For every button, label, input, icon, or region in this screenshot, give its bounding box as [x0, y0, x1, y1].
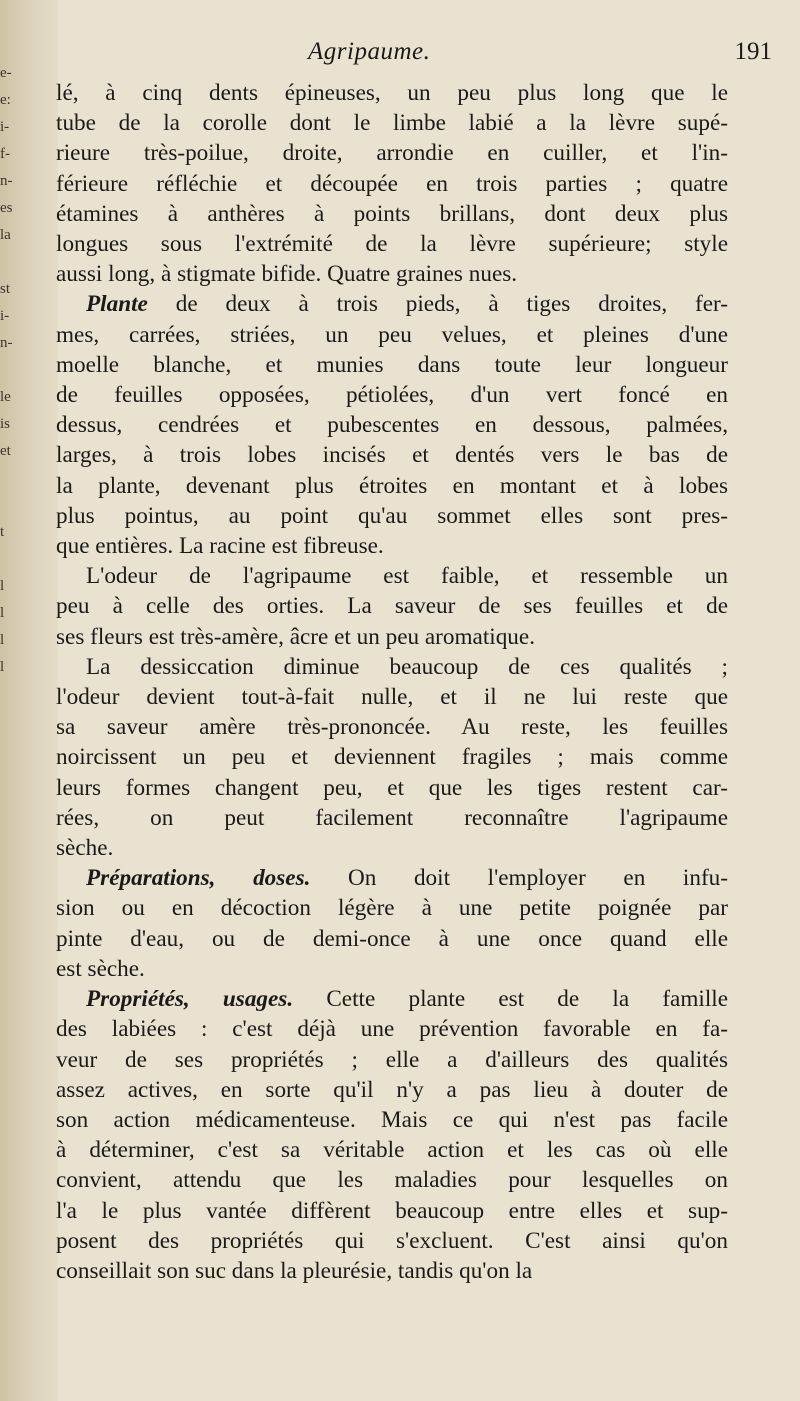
- margin-fragment: t: [0, 524, 5, 540]
- line-text: aussi long, à stigmate bifide. Quatre graines nues.: [56, 261, 518, 288]
- line-text: conseillait son suc dans la pleurésie, tandis qu'on la: [56, 1257, 533, 1284]
- line-text: l'a le plus vantée diffèrent beaucoup entre elles et sup-: [56, 1197, 728, 1224]
- text-line: [56, 501, 728, 531]
- line-text: tube de la corolle dont le limbe labié a la lèvre supé-: [56, 110, 728, 137]
- line-text: sèche.: [56, 835, 114, 862]
- text-line: [56, 78, 728, 108]
- text-line: [56, 1135, 728, 1165]
- line-text: ses fleurs est très-amère, âcre et un peu aromatique.: [56, 623, 535, 650]
- paragraph: [56, 561, 728, 652]
- line-text: rées, on peut facilement reconnaître l'agripaume: [56, 804, 728, 831]
- margin-fragment: n-: [0, 335, 13, 351]
- paragraph: [56, 289, 728, 561]
- text-line: [56, 954, 728, 984]
- line-text: la plante, devenant plus étroites en montant et à lobes: [56, 472, 728, 499]
- margin-fragment: e:: [0, 92, 11, 108]
- margin-fragment: l: [0, 659, 5, 675]
- text-line: [56, 742, 728, 772]
- line-text: dessus, cendrées et pubescentes en dessous, palmées,: [56, 412, 728, 439]
- line-text: à déterminer, c'est sa véritable action et les cas où elle: [56, 1137, 728, 1164]
- text-line: [56, 712, 728, 742]
- text-line: [56, 893, 728, 923]
- paragraph-lead-heading: Plante: [86, 291, 148, 318]
- paragraph: [56, 863, 728, 984]
- paragraph-lead-heading: Propriétés, usages.: [86, 986, 294, 1013]
- paragraph-lead-heading: Préparations, doses.: [86, 865, 311, 892]
- line-text: La dessiccation diminue beaucoup de ces qualités ;: [86, 653, 728, 680]
- text-line: [56, 350, 728, 380]
- text-line: [56, 531, 728, 561]
- line-text: l'odeur devient tout-à-fait nulle, et il ne lui reste que: [56, 684, 728, 711]
- margin-fragment: l: [0, 605, 5, 621]
- line-text: de feuilles opposées, pétiolées, d'un vert foncé en: [56, 382, 728, 409]
- line-text: des labiées : c'est déjà une prévention favorable en fa-: [56, 1016, 728, 1043]
- line-text: peu à celle des orties. La saveur de ses feuilles et de: [56, 593, 728, 620]
- line-text: sa saveur amère très-prononcée. Au reste, les feuilles: [56, 714, 728, 741]
- text-line: [56, 229, 728, 259]
- line-text: On doit l'employer en infu-: [310, 865, 728, 892]
- text-line: [56, 1196, 728, 1226]
- line-text: longues sous l'extrémité de la lèvre supérieure; style: [56, 231, 728, 258]
- line-text: posent des propriétés qui s'excluent. C'est ainsi qu'on: [56, 1227, 728, 1254]
- line-text: rieure très-poilue, droite, arrondie en cuiller, et l'in-: [56, 140, 728, 167]
- body-text: [56, 78, 728, 1286]
- text-line: [56, 1256, 728, 1286]
- line-text: Cette plante est de la famille: [293, 986, 729, 1013]
- text-line: [56, 1165, 728, 1195]
- margin-fragment: l: [0, 578, 5, 594]
- page-header: [0, 38, 800, 68]
- margin-fragment: i-: [0, 308, 10, 324]
- text-line: [56, 652, 728, 682]
- line-text: noircissent un peu et deviennent fragiles ; mais comme: [56, 744, 728, 771]
- line-text: plus pointus, au point qu'au sommet elles sont pres-: [56, 502, 728, 529]
- text-line: [56, 1045, 728, 1075]
- line-text: lé, à cinq dents épineuses, un peu plus long que le: [56, 80, 728, 106]
- page-number: 191: [734, 38, 772, 65]
- line-text: sion ou en décoction légère à une petite poignée par: [56, 895, 728, 922]
- margin-fragment: le: [0, 389, 11, 405]
- text-line: [56, 138, 728, 168]
- margin-fragment: es: [0, 200, 13, 216]
- text-line: [56, 1226, 728, 1256]
- line-text: que entières. La racine est fibreuse.: [56, 533, 384, 560]
- text-line: [56, 561, 728, 591]
- text-line: [56, 833, 728, 863]
- text-line: [56, 1105, 728, 1135]
- text-line: [56, 440, 728, 470]
- line-text: pinte d'eau, ou de demi-once à une once quand elle: [56, 925, 728, 952]
- text-line: [56, 984, 728, 1014]
- margin-fragment: l: [0, 632, 5, 648]
- line-text: assez actives, en sorte qu'il n'y a pas lieu à douter de: [56, 1076, 728, 1103]
- text-line: [56, 863, 728, 893]
- line-text: moelle blanche, et munies dans toute leur longueur: [56, 351, 728, 378]
- text-line: [56, 410, 728, 440]
- text-line: [56, 773, 728, 803]
- margin-fragment: e-: [0, 65, 12, 81]
- line-text: larges, à trois lobes incisés et dentés vers le bas de: [56, 442, 728, 469]
- margin-fragment: n-: [0, 173, 13, 189]
- line-text: leurs formes changent peu, et que les tiges restent car-: [56, 774, 728, 801]
- line-text: veur de ses propriétés ; elle a d'ailleurs des qualités: [56, 1046, 728, 1073]
- line-text: L'odeur de l'agripaume est faible, et ressemble un: [86, 563, 728, 590]
- line-text: étamines à anthères à points brillans, dont deux plus: [56, 200, 728, 227]
- paragraph: [56, 984, 728, 1286]
- paragraph: [56, 78, 728, 289]
- text-line: [56, 591, 728, 621]
- text-line: [56, 259, 728, 289]
- text-line: [56, 169, 728, 199]
- text-line: [56, 289, 728, 319]
- line-text: mes, carrées, striées, un peu velues, et pleines d'une: [56, 321, 728, 348]
- line-text: férieure réfléchie et découpée en trois parties ; quatre: [56, 170, 728, 197]
- margin-fragment: is: [0, 416, 11, 432]
- text-line: [56, 108, 728, 138]
- text-line: [56, 199, 728, 229]
- line-text: son action médicamenteuse. Mais ce qui n'est pas facile: [56, 1106, 728, 1133]
- margin-fragment: f-: [0, 146, 10, 162]
- text-line: [56, 320, 728, 350]
- margin-fragment: st: [0, 281, 11, 297]
- text-line: [56, 471, 728, 501]
- text-line: [56, 1014, 728, 1044]
- line-text: est sèche.: [56, 955, 145, 982]
- margin-fragment: et: [0, 443, 11, 459]
- margin-fragment: i-: [0, 119, 10, 135]
- text-line: [56, 803, 728, 833]
- text-line: [56, 924, 728, 954]
- running-title: Agripaume.: [308, 38, 431, 65]
- text-line: [56, 1075, 728, 1105]
- margin-fragment: la: [0, 227, 11, 243]
- text-line: [56, 682, 728, 712]
- line-text: de deux à trois pieds, à tiges droites, fer-: [147, 291, 728, 318]
- paragraph: [56, 652, 728, 863]
- line-text: convient, attendu que les maladies pour lesquelles on: [56, 1167, 728, 1194]
- text-line: [56, 622, 728, 652]
- text-line: [56, 380, 728, 410]
